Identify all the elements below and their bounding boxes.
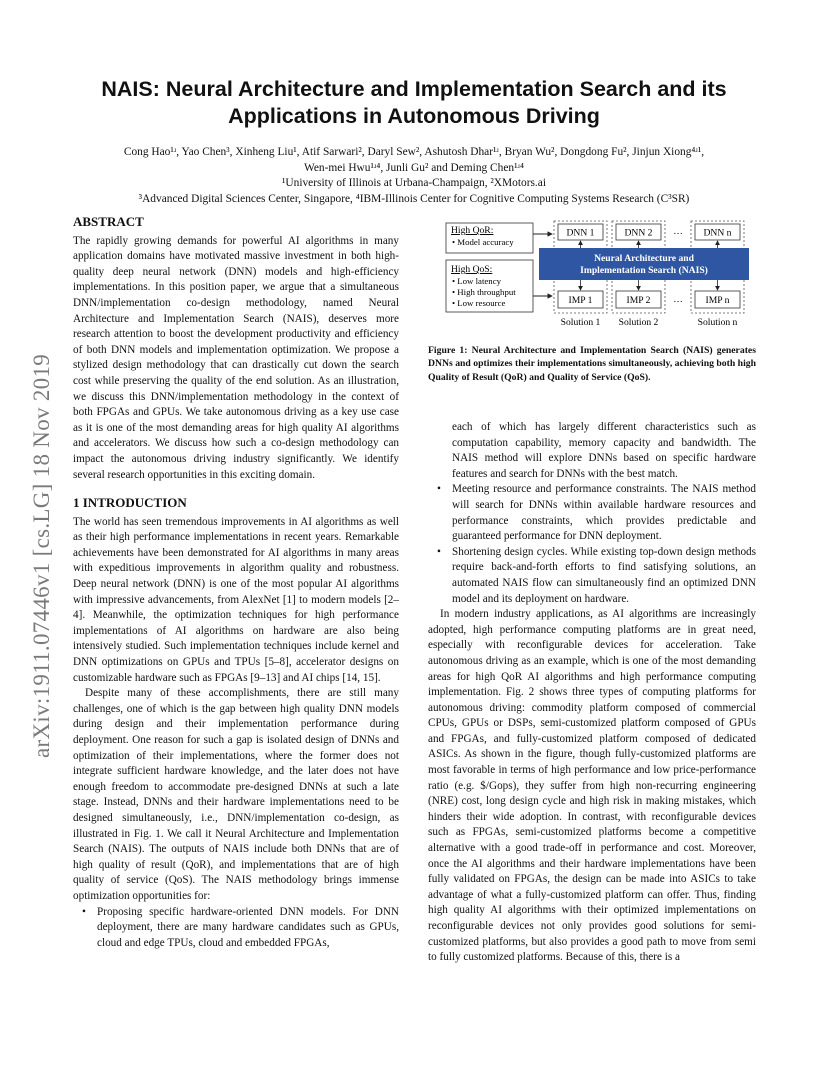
arxiv-stamp bbox=[8, 258, 54, 758]
intro-paragraph-1: The world has seen tremendous improvements in AI algorithms as well as their high performance implementations in recent years. Remarkable achievements have been demonstrated for AI algorithms in many areas with expeditious improvements in algorithm quality and robustness. Deep neural network (DNN) is one of the most popular AI algorithms with impressive advancements, from AlexNet [1] to modern models [2–4]. Meanwhile, the optimization techniques for high performance implementations of AI algorithms on hardware are also being intensively studied. Such implementation techniques include kernel and DNN optimizations on GPUs and TPUs [5–8], accelerator designs on customizable hardware such as FPGAs [9–13] and AI chips [14, 15]. bbox=[73, 515, 399, 684]
imp-label: IMP 2 bbox=[626, 295, 651, 306]
list-item bbox=[428, 545, 756, 607]
abstract-heading: ABSTRACT bbox=[73, 214, 144, 229]
title-line: Applications in Autonomous Driving bbox=[228, 104, 600, 128]
abstract-text: The rapidly growing demands for powerful AI algorithms in many application domains have motivated massive investment in both high-quality deep neural network (DNN) models and high-efficiency implementations. In this position paper, we argue that a simultaneous DNN/implementation co-design methodology, named Neural Architecture and Implementation Search (NAIS), deserves more research attention to boost the development productivity and efficiency of both DNN models and implementation optimization. We propose a stylized design methodology that can drastically cut down the search cost while preserving the quality of the end solution. As an illustration, we discuss this DNN/implementation methodology in the context of both FPGAs and GPUs. We take autonomous driving as a key use case as it is one of the most demanding areas for high quality AI algorithms and accelerators. We discuss how such a co-design methodology can impact the autonomous driving industry significantly. We identify several research opportunities in this exciting domain. bbox=[73, 234, 399, 481]
intro-paragraph-2: Despite many of these accomplishments, there are still many challenges, one of which is the gap between high quality DNN models during design and their implementation performance during deployment. One reason for such a gap is isolated design of DNNs and optimization of their implementations, where the former does not integrate sufficient hardware knowledge, and the later does not have enough freedom to accommodate pre-designed DNNs at such a late stage. Instead, DNNs and their hardware implementations need to be designed simultaneously, i.e., DNN/implementation co-design, as illustrated in Fig. 1. We call it Neural Architecture and Implementation Search (NAIS). The outputs of NAIS include both DNNs that are of high quality of result (QoR), and implementations that are of high quality of service (QoS). The NAIS methodology brings immense optimization opportunities for: bbox=[73, 687, 399, 902]
solution-label: Solution n bbox=[697, 317, 738, 328]
bullet-continuation: each of which has largely different characteristics such as computation capability, memory capacity and bandwidth. The NAIS method will explore DNNs based on specific hardware features and search for DNNs with the best match. bbox=[452, 421, 756, 480]
solution-label: Solution 2 bbox=[618, 317, 659, 328]
list-item bbox=[73, 905, 399, 952]
author-block bbox=[60, 145, 768, 207]
affiliation-line: ¹University of Illinois at Urbana-Champaign, ²XMotors.ai bbox=[281, 177, 547, 190]
dnn-label: DNN 2 bbox=[624, 227, 653, 239]
dnn-label: DNN n bbox=[703, 227, 732, 239]
nais-center-line: Implementation Search (NAIS) bbox=[580, 265, 708, 276]
left-column bbox=[73, 214, 399, 951]
figure-caption: Figure 1: Neural Architecture and Implementation Search (NAIS) generates DNNs and optimizes their implementations simultaneously, achieving both high Quality of Result (QoR) and Quality of Service (QoS). bbox=[428, 345, 756, 383]
nais-diagram bbox=[440, 220, 756, 332]
qos-item: • Low latency bbox=[452, 276, 502, 286]
qos-item: • High throughput bbox=[452, 287, 516, 297]
paper-title bbox=[60, 76, 768, 130]
qos-title: High QoS: bbox=[451, 264, 493, 275]
bullet-icon: • bbox=[82, 905, 86, 918]
intro-paragraph-3: In modern industry applications, as AI algorithms are increasingly adopted, high performance computing platforms are in great need, especially with reconfigurable devices for acceleration. Take autonomous driving as an example, which is one of the most demanding areas for high QoR AI algorithms and high performance computing implementation. Fig. 2 shows three types of computing platforms for autonomous driving: commodity platform composed of commercial CPUs, GPUs or DSPs, semi-customized platform composed of GPUs and FPGAs, and fully-customized platform composed of dedicated ASICs. As shown in the figure, though fully-customized platforms are most favorable in terms of high performance and low price-performance ratio (e.g. $/Gops), they suffer from high non-recurring engineering (NRE) cost, long design cycle and high risk in making mistakes, which hinders their wide adoption. In contrast, with reconfigurable devices such as FPGAs, semi-customized platforms become a competitive alternative with a good trade-off in performance and cost. Moreover, once the AI algorithms and their hardware implementations have been fully validated on FPGAs, the design can be made into ASICs to take advantage of what a fully-customized platform can offer. Thus, finding high quality AI algorithms with their optimized implementations on reconfigurable devices not only provides good solutions for semi-customized platforms, but also provides a good path to move from semi to fully customized platforms. Because of this, there is a bbox=[428, 608, 756, 964]
figure-1 bbox=[440, 220, 756, 332]
arxiv-stamp-text: arXiv:1911.07446v1 [cs.LG] 18 Nov 2019 bbox=[29, 353, 54, 758]
bullet-icon: • bbox=[437, 483, 441, 496]
affiliation-line: ³Advanced Digital Sciences Center, Singapore, ⁴IBM-Illinois Center for Cognitive Computing Systems Research (C³SR) bbox=[138, 192, 690, 205]
intro-heading: 1 INTRODUCTION bbox=[73, 495, 187, 511]
list-item bbox=[428, 482, 756, 544]
dnn-label: DNN 1 bbox=[566, 227, 595, 239]
right-column bbox=[428, 420, 756, 966]
bullet-list bbox=[428, 482, 756, 607]
bullet-text: Shortening design cycles. While existing top-down design methods require back-and-forth efforts to find satisfying solutions, an automated NAIS flow can simultaneously find an optimized DNN model and its deployment on hardware. bbox=[452, 545, 756, 605]
solution-label: Solution 1 bbox=[560, 317, 601, 328]
ellipsis: … bbox=[673, 294, 683, 305]
author-line: Wen-mei Hwu¹ʴ⁴, Junli Gu² and Deming Chen¹ʴ⁴ bbox=[304, 161, 524, 174]
bullet-icon: • bbox=[437, 545, 441, 558]
author-line: Cong Hao¹ʴ, Yao Chen³, Xinheng Liu¹, Atif Sarwari², Daryl Sew², Ashutosh Dhar¹ʴ, Bryan Wu², Dongdong Fu², Jinjun Xiong⁴ʴ¹, bbox=[123, 146, 705, 158]
bullet-list bbox=[73, 905, 399, 952]
qor-item: • Model accuracy bbox=[452, 237, 514, 247]
qos-item: • Low resource bbox=[452, 298, 506, 308]
bullet-text: Proposing specific hardware-oriented DNN models. For DNN deployment, there are many hardware candidates such as GPUs, cloud and edge TPUs, cloud and embedded FPGAs, bbox=[97, 905, 399, 949]
bullet-text: Meeting resource and performance constraints. The NAIS method will search for DNNs within available hardware resources and performance constraints, which provides predictable and guaranteed performance for DNN deployment. bbox=[452, 483, 756, 543]
qor-title: High QoR: bbox=[451, 225, 494, 236]
imp-label: IMP n bbox=[705, 295, 730, 306]
nais-center-line: Neural Architecture and bbox=[594, 253, 694, 264]
imp-label: IMP 1 bbox=[568, 295, 593, 306]
title-line: NAIS: Neural Architecture and Implementation Search and its bbox=[101, 77, 727, 101]
ellipsis: … bbox=[673, 226, 683, 237]
